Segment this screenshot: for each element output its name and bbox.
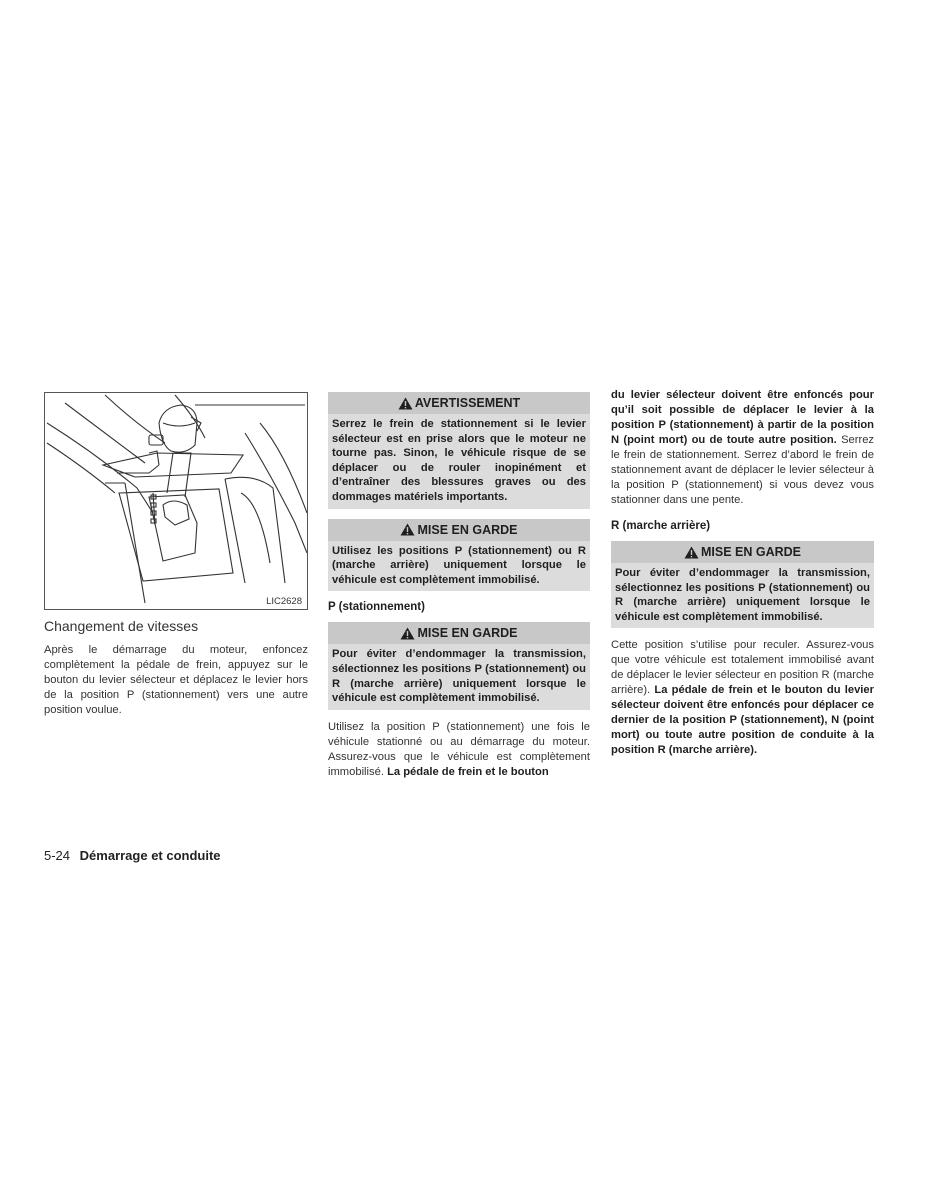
caution-title-3: MISE EN GARDE — [700, 545, 801, 559]
park-paragraph — [328, 720, 590, 780]
caution-header-3 — [611, 541, 874, 563]
park-continued-bold: du levier sélecteur doivent être enfoncés pour qu’il soit possible de déplacer le levier à la position P (stationnement) à partir de la position N (point mort) ou de toute autre position. — [611, 389, 874, 446]
column-3 — [611, 388, 874, 758]
warning-triangle-icon — [398, 397, 413, 410]
column-1 — [44, 392, 308, 718]
warning-header — [328, 392, 590, 414]
caution-text-1: Utilisez les positions P (stationnement) ou R (marche arrière) uniquement lorsque le véhicule est complètement immobilisé. — [332, 544, 586, 586]
caution-box-1 — [328, 519, 590, 592]
page-number: 5-24 — [44, 848, 71, 863]
warning-triangle-icon — [684, 546, 699, 559]
warning-triangle-icon — [400, 627, 415, 640]
park-continued-paragraph — [611, 388, 874, 508]
caution-box-3 — [611, 541, 874, 628]
park-paragraph-normal: Utilisez la position P (stationnement) une fois le véhicule stationné ou au démarrage du moteur. Assurez-vous que le véhicule est complètement immobilisé. — [328, 720, 590, 778]
caution-title-2: MISE EN GARDE — [417, 626, 518, 641]
caution-text-2: Pour éviter d’endommager la transmission, sélectionnez les positions P (stationnement) ou R (marche arrière) uniquement lorsque le véhicule est complètement immobilisé. — [332, 648, 586, 705]
reverse-paragraph-normal: Cette position s’utilise pour reculer. Assurez-vous que votre véhicule est totalement immobilisé avant de déplacer le levier sélecteur en position R (marche arrière). — [611, 639, 874, 697]
park-continued-normal: Serrez le frein de stationnement. Serrez d’abord le frein de stationnement avant de déplacer le levier sélecteur à la position P (stationnement) si vous devez vous stationner dans une pente. — [611, 434, 875, 506]
section-title: Démarrage et conduite — [79, 848, 221, 863]
park-paragraph-bold: La pédale de frein et le bouton — [387, 765, 549, 778]
reverse-subheading: R (marche arrière) — [611, 520, 711, 532]
caution-title-1: MISE EN GARDE — [417, 522, 518, 537]
shifter-drawing — [45, 393, 308, 609]
caution-header-1 — [328, 519, 590, 541]
intro-paragraph: Après le démarrage du moteur, enfoncez complètement la pédale de frein, appuyez sur le bouton du levier sélecteur et déplacez le levier hors de la position P (stationnement) vers une autre position voulue. — [44, 644, 308, 716]
warning-triangle-icon — [400, 523, 415, 536]
park-subheading: P (stationnement) — [328, 601, 425, 614]
section-heading: Changement de vitesses — [44, 618, 199, 634]
caution-text-3: Pour éviter d’endommager la transmission, sélectionnez les positions P (stationnement) ou R (marche arrière) uniquement lorsque le véhicule est complètement immobilisé. — [615, 567, 870, 623]
figure-code: LIC2628 — [266, 596, 302, 607]
reverse-paragraph — [611, 638, 874, 758]
column-2 — [328, 392, 590, 780]
caution-box-2 — [328, 622, 590, 709]
caution-header-2 — [328, 622, 590, 644]
gear-shift-illustration — [44, 392, 308, 610]
warning-title: AVERTISSEMENT — [414, 396, 521, 410]
page-footer — [44, 848, 221, 863]
warning-text: Serrez le frein de stationnement si le levier sélecteur est en prise alors que le moteur ne tourne pas. Sinon, le véhicule risque de se déplacer ou de rouler inopinément et d’entraîner des blessures graves ou des dommages matériels importants. — [332, 418, 586, 503]
warning-box — [328, 392, 590, 509]
reverse-paragraph-bold: La pédale de frein et le bouton du levier sélecteur doivent être enfoncés pour déplacer ce dernier de la position P (stationnement), N (point mort) ou toute autre position de conduite à la position R (marche arrière). — [611, 684, 874, 757]
